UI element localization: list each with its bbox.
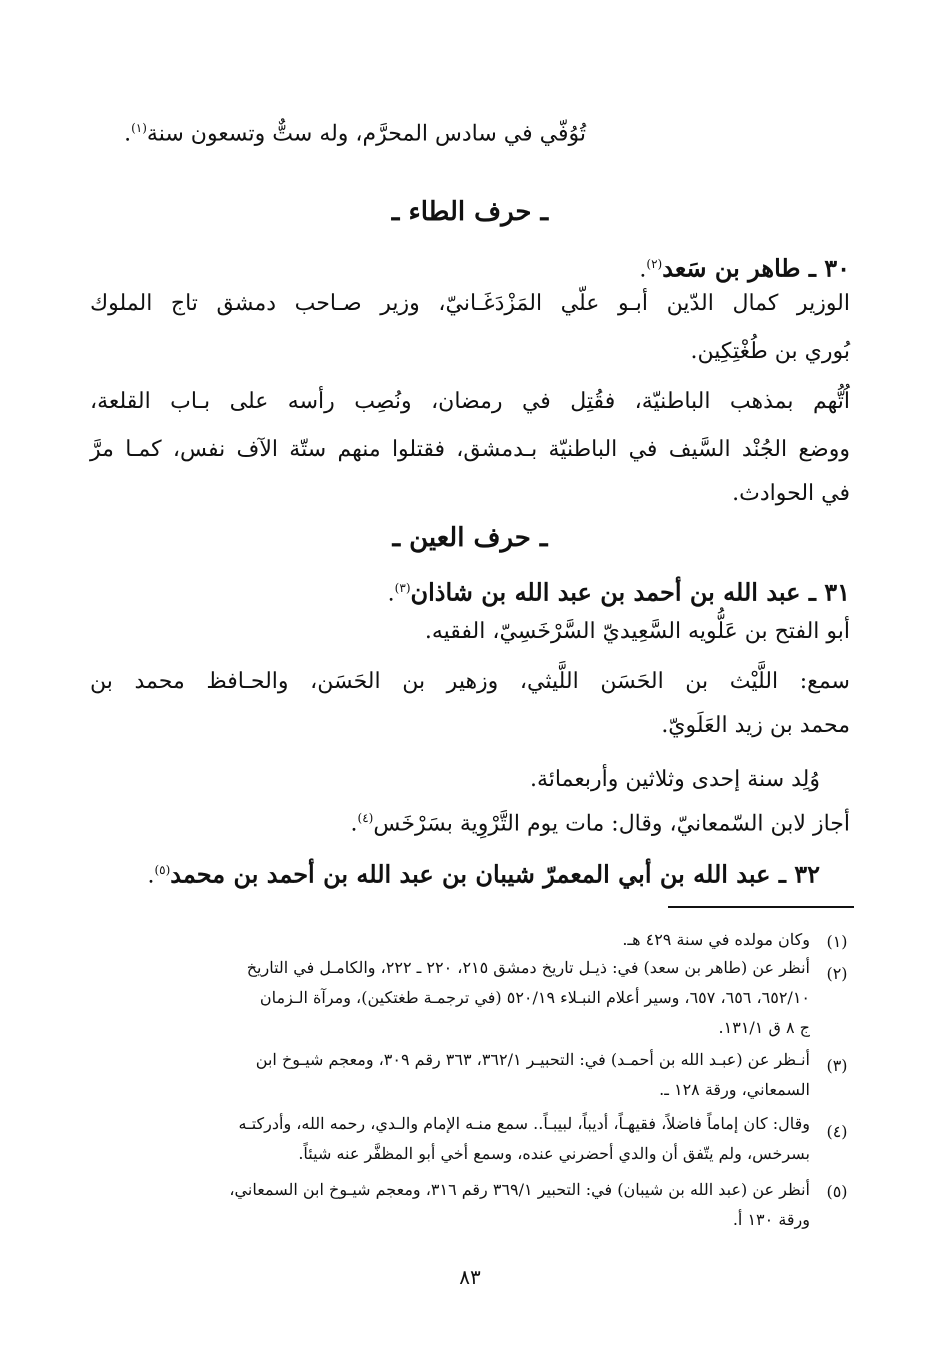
section-heading: ـ حرف الطاء ـ [391, 197, 549, 227]
text-line: أجاز لابن السّمعانيّ، وقال: مات يوم التَّرْوِية بسَرْخَس$^{(٤)}$. [350, 811, 850, 837]
footnote-ref: (٣) [394, 581, 411, 595]
footnote-number: (١) [826, 932, 848, 951]
footnote-ref: (١) [131, 121, 147, 135]
footnote-line: أنـظر عن (عبـد الله بن أحمـد) في: التحبيـر ٣٦٢/١، ٣٦٣ رقم ٣٠٩، ومعجم شيـوخ ابن [255, 1050, 810, 1069]
footnote-line: وقال: كان إماماً فاضلاً، فقيهـاً، أديباً، لبيبـاً.. سمع منـه الإمام والـدي، رحمه الله، وأدركتـه [238, 1114, 810, 1133]
entry-31-title: ٣١ ـ عبد الله بن أحمد بن عبد الله بن شاذان$^{(٣)}$. [387, 577, 850, 607]
footnote-ref: (٤) [357, 811, 374, 825]
text-line: بُوري بن طُغْتِكِين. [690, 339, 850, 364]
text-line: الوزير كمال الدّين أبـو علّي المَزْدَغَـانيّ، وزير صـاحب دمشق تاج الملوك [90, 291, 850, 316]
footnote-ref: (٢) [646, 257, 663, 271]
text-line: اُتُّهم بمذهب الباطنيّة، فقُتِل في رمضان، ونُصِب رأسه على بـاب القلعة، [90, 389, 850, 414]
entry-30-title: ٣٠ ـ طاهر بن سَعد$^{(٢)}$. [639, 253, 850, 283]
footnote-line: ورقة ١٣٠ أ. [732, 1210, 810, 1229]
footnote-separator [668, 906, 854, 908]
text-line: ووضع الجُنْد السَّيف في الباطنيّة بـدمشق، فقتلوا منهم ستّة الآف نفس، كمـا مرَّ [90, 437, 850, 462]
text-line: تُوُفّي في سادس المحرَّم، وله ستٌّ وتسعون سنة$^{(١)}$. [124, 121, 586, 147]
text-line: سمع: اللَّيْث بن الحَسَن اللَّيثي، وزهير بن الحَسَن، والحـافظ محمد بن [90, 669, 850, 694]
footnote-number: (٥) [826, 1182, 848, 1201]
footnote-line: بسرخس، ولم يتّفق أن والدي أحضرني عنده، وسمع أخي أبو المظفَّر عنه شيئاً. [298, 1144, 810, 1163]
entry-32-title: ٣٢ ـ عبد الله بن أبي المعمرّ شيبان بن عبد الله بن أحمد بن محمد$^{(٥)}$. [147, 859, 820, 889]
footnote-number: (٤) [826, 1122, 848, 1141]
text-line: وُلِد سنة إحدى وثلاثين وأربعمائة. [529, 767, 820, 792]
footnote-line: وكان مولده في سنة ٤٢٩ هـ. [622, 930, 810, 949]
section-heading: ـ حرف العين ـ [392, 523, 548, 553]
text-line: أبو الفتح بن عَلُّويه السَّعِيديّ السَّرْخَسِيّ، الفقيه. [424, 619, 850, 644]
footnote-line: ٦٥٢/١٠، ٦٥٦، ٦٥٧، وسير أعلام النبـلاء ٥٢٠/١٩ (في ترجمـة طغتكين)، ومرآة الـزمان [259, 988, 810, 1007]
text: تُوُفّي في سادس المحرَّم، وله ستٌّ وتسعون سنة [146, 121, 586, 147]
footnote-line: أنظر عن (طاهر بن سعد) في: ذيـل تاريخ دمشق ٢١٥، ٢٢٠ ـ ٢٢٢، والكامـل في التاريخ [246, 958, 810, 977]
footnote-number: (٣) [826, 1056, 848, 1075]
footnote-line: أنظر عن (عبد الله بن شيبان) في: التحبير ٣٦٩/١ رقم ٣١٦، ومعجم شيـوخ ابن السمعاني، [229, 1180, 810, 1199]
text-line: في الحوادث. [732, 481, 850, 506]
footnote-ref: (٥) [154, 863, 171, 877]
footnote-number: (٢) [826, 964, 848, 983]
footnote-line: ج ٨ ق ١٣١/١. [718, 1018, 810, 1037]
text-line: محمد بن زيد العَلَويّ. [661, 713, 850, 738]
page-number: ٨٣ [459, 1265, 481, 1289]
footnote-line: السمعاني، ورقة ١٢٨ ـ. [659, 1080, 810, 1099]
